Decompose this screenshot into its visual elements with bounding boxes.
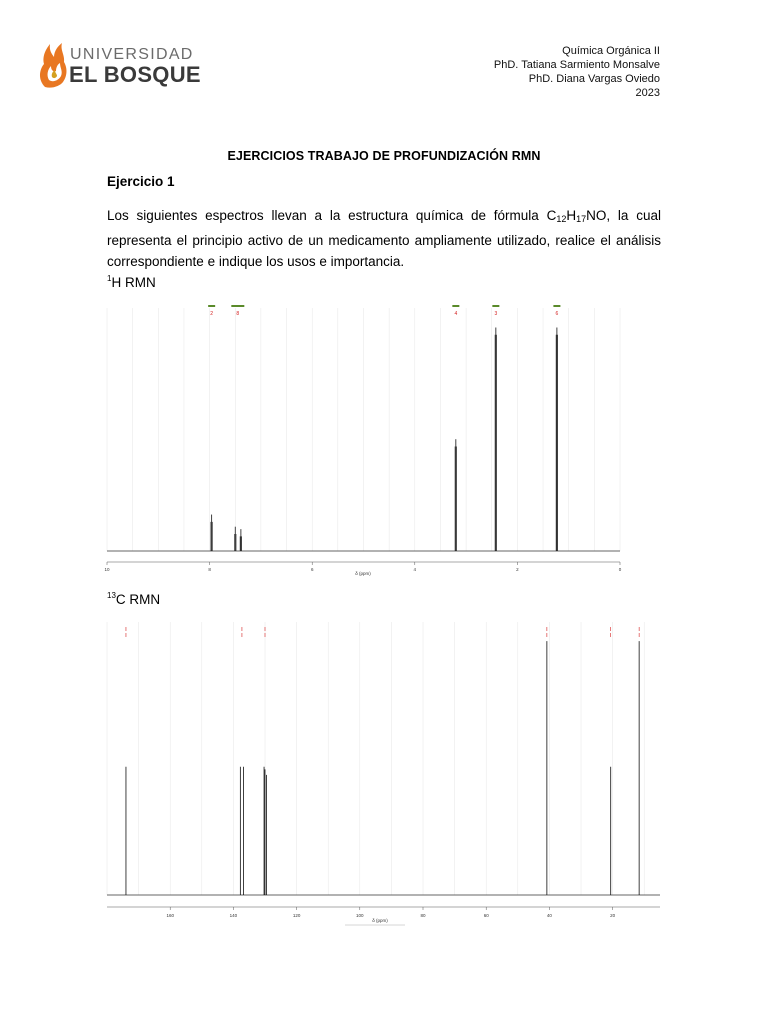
c-nmr-tick-label: 40 <box>546 913 552 918</box>
formula-subscript-17: 17 <box>576 214 587 224</box>
header-line-professor-2: PhD. Diana Vargas Oviedo <box>528 73 660 85</box>
c-nmr-axis-label: δ (ppm) <box>372 918 388 923</box>
paragraph-text-end: NO, la cual representa el principio activo de un medicamento ampliamente utilizado, realice el análisis correspondiente e indique los usos e importancia. <box>107 208 661 269</box>
h-nmr-tick-label: 4 <box>413 567 417 572</box>
logo-line-universidad: UNIVERSIDAD <box>70 46 194 63</box>
h-nmr-integral-bar <box>553 305 560 307</box>
h-nmr-integral-bar <box>208 305 215 307</box>
c-nmr-tick-label: 140 <box>229 913 238 918</box>
paragraph-text-start: Los siguientes espectros llevan a la estructura química de fórmula C <box>107 208 557 223</box>
h-nmr-integral-bar <box>492 305 499 307</box>
h-nmr-tick-label: 6 <box>310 567 314 572</box>
c-nmr-tick-label: 20 <box>610 913 616 918</box>
h-nmr-tick-label: 2 <box>516 567 519 572</box>
h-nmr-integral-value: 8 <box>236 311 240 317</box>
h-nmr-axis-label: δ (ppm) <box>355 571 371 576</box>
c-nmr-tick-label: 120 <box>292 913 301 918</box>
h-nmr-integral-value: 4 <box>454 311 458 317</box>
h-nmr-tick-label: 0 <box>618 567 622 572</box>
formula-h: H <box>566 208 577 223</box>
h-nmr-integral-bar <box>452 305 459 307</box>
exercise-heading: Ejercicio 1 <box>107 174 175 189</box>
c-nmr-label <box>107 591 160 607</box>
h-nmr-label-sup: 1 <box>107 274 112 283</box>
c-nmr-tick-label: 100 <box>356 913 364 918</box>
header-line-course: Química Orgánica II <box>562 45 660 57</box>
h-nmr-label-text: H RMN <box>111 275 156 290</box>
h-nmr-tick-label: 10 <box>104 567 110 572</box>
h-nmr-grid <box>107 308 620 551</box>
h-nmr-integral-value: 3 <box>494 311 498 317</box>
c-nmr-tick-label: 160 <box>166 913 174 918</box>
document-title: EJERCICIOS TRABAJO DE PROFUNDIZACIÓN RMN <box>227 149 541 163</box>
header-line-professor-1: PhD. Tatiana Sarmiento Monsalve <box>493 59 660 71</box>
c-nmr-label-text: C RMN <box>115 592 161 607</box>
c-nmr-tick-label: 80 <box>420 913 426 918</box>
logo-line-el-bosque: EL BOSQUE <box>69 62 201 87</box>
c-nmr-tick-label: 60 <box>483 913 489 918</box>
h-nmr-integral-bar <box>231 305 244 307</box>
header-line-year: 2023 <box>635 87 660 99</box>
h-nmr-tick-label: 8 <box>208 567 211 572</box>
h-nmr-peaks <box>211 327 558 551</box>
h-nmr-integral-value: 2 <box>210 311 214 317</box>
c-nmr-label-sup: 13 <box>107 591 116 600</box>
formula-subscript-12: 12 <box>556 214 567 224</box>
h-nmr-integral-value: 6 <box>555 311 559 317</box>
